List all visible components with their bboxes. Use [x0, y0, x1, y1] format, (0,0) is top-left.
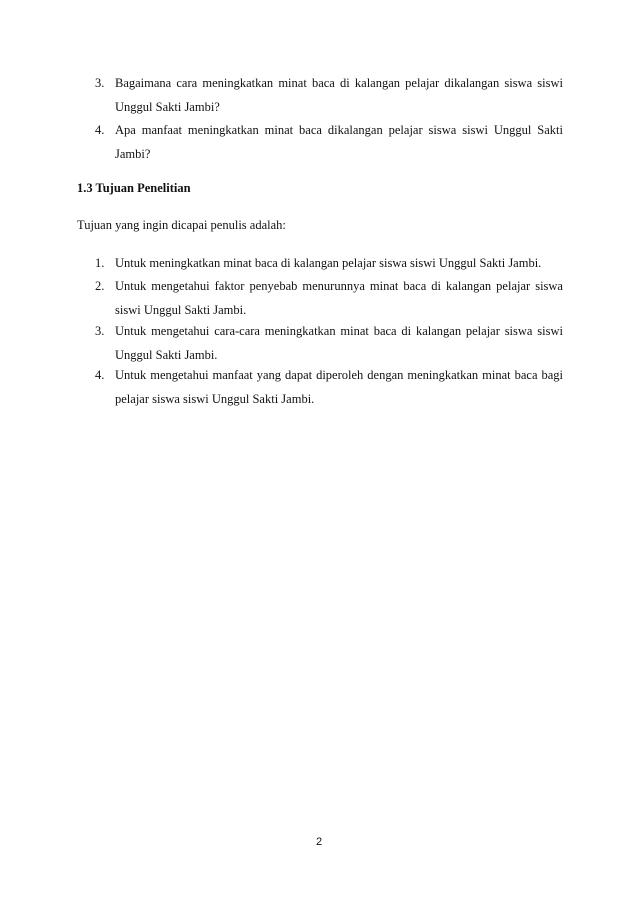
- list-number: 4.: [95, 123, 105, 137]
- list-text: Untuk meningkatkan minat baca di kalangan pelajar siswa siswi Unggul Sakti Jambi.: [115, 256, 542, 270]
- question-list-item: [95, 71, 563, 119]
- list-text: Untuk mengetahui manfaat yang dapat diperoleh dengan meningkatkan minat baca bagi pelajar siswa siswi Unggul Sakti Jambi.: [115, 368, 563, 406]
- list-text: Untuk mengetahui cara-cara meningkatkan minat baca di kalangan pelajar siswa siswi Unggul Sakti Jambi.: [115, 324, 563, 362]
- page-number: 2: [315, 836, 323, 848]
- list-text: Apa manfaat meningkatkan minat baca dikalangan pelajar siswa siswi Unggul Sakti Jambi?: [115, 123, 563, 161]
- list-text: Untuk mengetahui faktor penyebab menurunnya minat baca di kalangan pelajar siswa siswi Unggul Sakti Jambi.: [115, 279, 563, 317]
- objective-list-item: [95, 274, 563, 322]
- question-list-item: [95, 118, 563, 166]
- list-text: Bagaimana cara meningkatkan minat baca di kalangan pelajar dikalangan siswa siswi Unggul Sakti Jambi?: [115, 76, 563, 114]
- list-number: 3.: [95, 76, 105, 90]
- list-number: 4.: [95, 368, 105, 382]
- section-heading: 1.3 Tujuan Penelitian: [77, 181, 191, 195]
- list-number: 2.: [95, 279, 105, 293]
- section-intro: Tujuan yang ingin dicapai penulis adalah:: [77, 218, 286, 232]
- objective-list-item: [95, 363, 563, 411]
- list-number: 3.: [95, 324, 105, 338]
- objective-list-item: [95, 319, 563, 367]
- objective-list-item: [95, 251, 563, 275]
- list-number: 1.: [95, 256, 105, 270]
